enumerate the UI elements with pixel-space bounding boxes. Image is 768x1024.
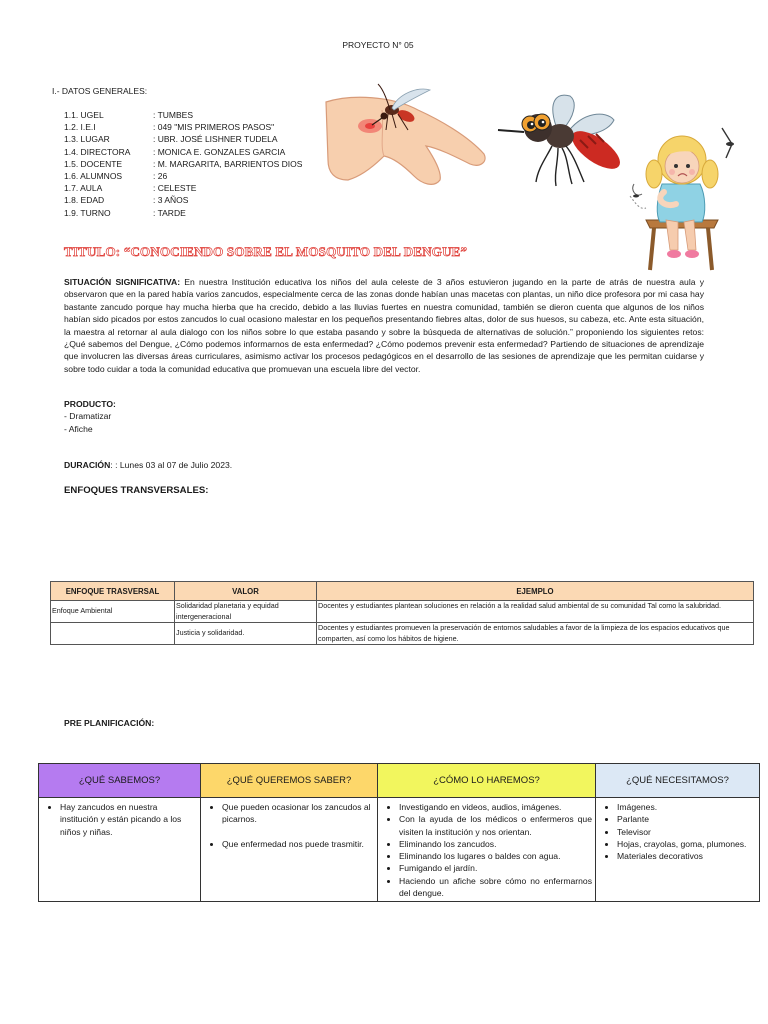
column-header: ¿QUÉ SABEMOS? xyxy=(39,764,201,798)
general-value: : CELESTE xyxy=(153,183,197,194)
bullet-list xyxy=(40,801,197,838)
list-item: • Materiales decorativos xyxy=(617,850,756,862)
preplanning-header-row xyxy=(39,764,760,798)
bullet-list xyxy=(597,801,756,862)
general-value: : TUMBES xyxy=(153,110,193,120)
column-header: ¿QUÉ QUEREMOS SABER? xyxy=(201,764,378,798)
general-label: 1.4. DIRECTORA xyxy=(64,146,131,157)
preplanning-table xyxy=(38,763,760,902)
general-label: 1.9. TURNO xyxy=(64,207,111,218)
duration-label: DURACIÓN xyxy=(64,460,111,470)
table-row xyxy=(51,623,754,645)
approaches-heading: ENFOQUES TRANSVERSALES: xyxy=(64,485,209,496)
table-row xyxy=(39,798,760,902)
general-data-list xyxy=(64,110,302,220)
list-item: • Haciendo un afiche sobre cómo no enfermarnos del dengue. xyxy=(399,875,592,900)
list-item: • Imágenes. xyxy=(617,801,756,813)
table-cell: Enfoque Ambiental xyxy=(51,601,175,623)
general-row-docente xyxy=(64,159,302,171)
duration-line xyxy=(64,460,232,470)
column-header: ENFOQUE TRASVERSAL xyxy=(51,582,175,601)
what-we-need-cell xyxy=(596,798,760,902)
girl-with-mosquito-illustration xyxy=(626,124,742,274)
general-label: 1.1. UGEL xyxy=(64,110,104,120)
general-label: 1.3. LUGAR xyxy=(64,134,110,145)
duration-text: : : Lunes 03 al 07 de Julio 2023. xyxy=(110,460,233,470)
bullet-list xyxy=(202,801,374,850)
what-we-know-cell xyxy=(39,798,201,902)
table-cell xyxy=(51,623,175,645)
what-we-want-to-know-cell xyxy=(201,798,378,902)
table-cell: Justicia y solidaridad. xyxy=(175,623,317,645)
situation-paragraph xyxy=(64,276,704,375)
project-title: PROYECTO N° 05 xyxy=(342,40,414,50)
general-row-edad xyxy=(64,195,302,207)
list-item: • Que enfermedad nos puede trasmitir. xyxy=(222,838,374,850)
general-value: : 049 "MIS PRIMEROS PASOS" xyxy=(153,122,275,133)
list-item: • Con la ayuda de los médicos o enfermeros que visiten la institución y nos orientan. xyxy=(399,813,592,838)
situation-label: SITUACIÓN SIGNIFICATIVA: xyxy=(64,277,181,287)
general-row-turno xyxy=(64,208,302,220)
list-item: • Hay zancudos en nuestra institución y están picando a los niños y niñas. xyxy=(60,801,197,838)
column-header: EJEMPLO xyxy=(317,582,754,601)
general-row-aula xyxy=(64,183,302,195)
general-row-directora xyxy=(64,147,302,159)
table-row xyxy=(51,601,754,623)
bullet-list xyxy=(379,801,592,899)
column-header: ¿CÓMO LO HAREMOS? xyxy=(378,764,596,798)
general-label: 1.6. ALUMNOS xyxy=(64,170,123,181)
general-row-ugel xyxy=(64,110,302,122)
column-header: ¿QUÉ NECESITAMOS? xyxy=(596,764,760,798)
product-label: PRODUCTO: xyxy=(64,399,116,409)
general-label: 1.8. EDAD xyxy=(64,195,105,206)
list-item: • Que pueden ocasionar los zancudos al picarnos. xyxy=(222,801,374,826)
list-item: • Eliminando los lugares o baldes con agua. xyxy=(399,850,592,862)
preplanning-heading: PRE PLANIFICACIÓN: xyxy=(64,718,155,728)
column-header: VALOR xyxy=(175,582,317,601)
how-we-do-it-cell xyxy=(378,798,596,902)
list-item: • Investigando en videos, audios, imágenes. xyxy=(399,801,592,813)
list-item: • Hojas, crayolas, goma, plumones. xyxy=(617,838,756,850)
list-item: • Televisor xyxy=(617,826,756,838)
product-section xyxy=(64,398,116,435)
general-value: : 3 AÑOS xyxy=(153,195,189,206)
general-label: 1.5. DOCENTE xyxy=(64,158,123,169)
general-data-heading: I.- DATOS GENERALES: xyxy=(52,86,148,96)
enfoque-table xyxy=(50,581,754,645)
table-cell: Docentes y estudiantes promueven la preservación de entornos saludables a favor de la limpieza de los espacios educativos que comparten, así como los hábitos de higiene. xyxy=(317,623,754,645)
situation-text: En nuestra Institución educativa los niños del aula celeste de 3 años estuvieron jugando en la parte de atrás de nuestra aula y observaron que en la pared había varios zancudos, especialmente cerca de las zonas donde habían unas macetas con plantas, un niño dice profesora por mi casa hay bastante zancudo porque hay mucha hierba que ha crecido, debido a las lluvias fuertes en nuestra comunidad, también se dieron cuenta que algunos de los niños habían sido picados por estos zancudos lo cual ocasiono malestar en los pequeños presentando fiebres altas, dolor de sus huesos, su cabeza, etc. Ante esta situación, la maestra al retornar al aula dialogo con los niños sobre lo que estaba pasando y sobre la búsqueda de alternativas de solución.” proponiendo los siguientes retos: ¿Qué sabemos del Dengue, ¿Cómo podemos informarnos de esta enfermedad? ¿Cómo podemos prevenir esta enfermedad? Partiendo de situaciones de aprendizaje que involucren las diversas áreas curriculares, asimismo activar los procesos pedagógicos en el desarrollo de las sesiones de aprendizaje que les permitan cuidarse y sobre todo cuidar a toda la comunidad educativa que promuevan una escuela libre del vector. xyxy=(64,277,704,374)
document-title: TITULO: “CONOCIENDO SOBRE EL MOSQUITO DEL DENGUE” xyxy=(64,244,468,259)
cartoon-mosquito-illustration xyxy=(496,92,632,188)
list-item: • Parlante xyxy=(617,813,756,825)
product-item: - Afiche xyxy=(64,423,93,434)
table-cell: Solidaridad planetaria y equidad intergeneracional xyxy=(175,601,317,623)
general-row-alumnos xyxy=(64,171,302,183)
mosquito-biting-hand-illustration xyxy=(322,80,488,194)
general-value: : TARDE xyxy=(153,207,186,218)
table-cell: Docentes y estudiantes plantean soluciones en relación a la realidad salud ambiental de su comunidad Tal como la salubridad. xyxy=(317,601,754,623)
list-item: • Eliminando los zancudos. xyxy=(399,838,592,850)
general-value: : 26 xyxy=(153,170,168,181)
general-label: 1.7. AULA xyxy=(64,183,103,194)
list-item: • Fumigando el jardín. xyxy=(399,862,592,874)
product-item: - Dramatizar xyxy=(64,411,112,422)
general-row-iei xyxy=(64,122,302,134)
general-value: : MONICA E. GONZALES GARCIA xyxy=(153,146,286,157)
general-value: : UBR. JOSÉ LISHNER TUDELA xyxy=(153,134,278,145)
enfoque-table-header-row xyxy=(51,582,754,601)
general-row-lugar xyxy=(64,134,302,146)
general-value: : M. MARGARITA, BARRIENTOS DIOS xyxy=(153,158,303,169)
general-label: 1.2. I.E.I xyxy=(64,122,96,133)
